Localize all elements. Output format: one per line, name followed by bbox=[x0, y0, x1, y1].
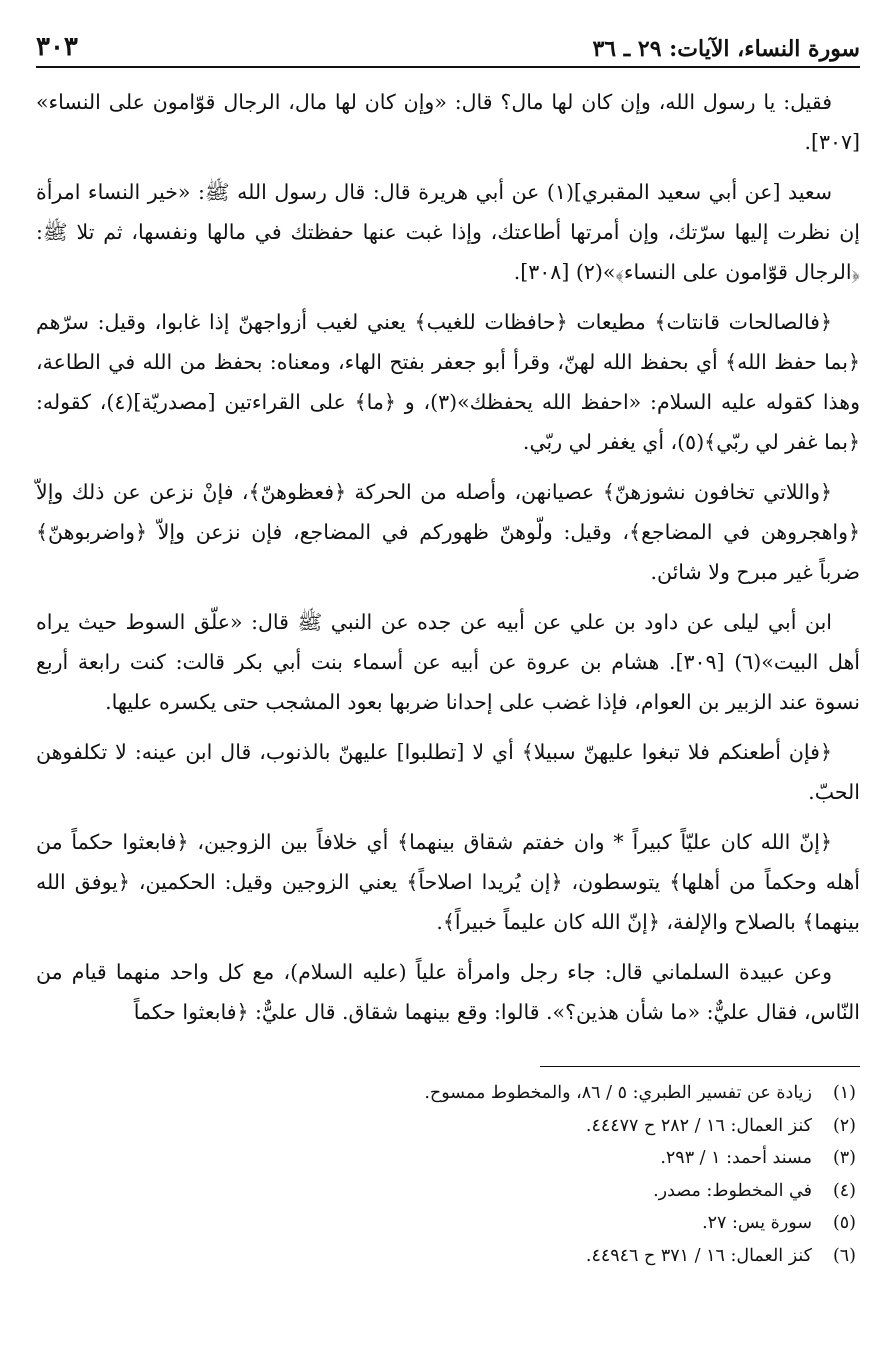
page bbox=[36, 28, 860, 1348]
footnote-number: (٥) bbox=[832, 1213, 856, 1233]
footnote-text: كنز العمال: ١٦ / ٢٨٢ ح ٤٤٤٧٧. bbox=[585, 1115, 812, 1136]
paragraph: ﴿إنّ الله كان عليّاً كبيراً * وان خفتم شقاق بينهما﴾ أي خلافاً بين الزوجين، ﴿فابعثوا حكماً من أهله وحكماً من أهلها﴾ يتوسطون، ﴿إن يُريدا اصلاحاً﴾ يعني الزوجين وقيل: الحكمين، ﴿يوفق الله بينهما﴾ بالصلاح والإلفة، ﴿إنّ الله كان عليماً خبيراً﴾. bbox=[36, 830, 860, 934]
footnote-number: (٢) bbox=[832, 1115, 856, 1136]
footnote-item bbox=[36, 1240, 856, 1273]
footnote-text: في المخطوط: مصدر. bbox=[653, 1180, 812, 1201]
footnote-number: (١) bbox=[832, 1083, 856, 1103]
page-number: ٣٠٣ bbox=[36, 32, 78, 62]
paragraph: سعيد [عن أبي سعيد المقبري](١) عن أبي هريرة قال: قال رسول الله ﷺ: «خير النساء امرأة إن نظرت إليها سرّتك، وإن أمرتها أطاعتك، وإذا غبت عنها حفظتك في مالها ونفسها، ثم تلا ﷺ: ﴿الرجال قوّامون على النساء﴾»(٢) [٣٠٨]. bbox=[36, 180, 860, 284]
footnote-item bbox=[36, 1175, 856, 1208]
footnote-text: كنز العمال: ١٦ / ٣٧١ ح ٤٤٩٤٦. bbox=[585, 1245, 812, 1266]
footnote-number: (٦) bbox=[832, 1245, 856, 1266]
footnote-text: زيادة عن تفسير الطبري: ٥ / ٨٦، والمخطوط ممسوح. bbox=[424, 1083, 812, 1103]
paragraph: فقيل: يا رسول الله، وإن كان لها مال؟ قال: «وإن كان لها مال، الرجال قوّامون على النساء» [٣٠٧]. bbox=[36, 90, 860, 154]
footnote-item bbox=[36, 1207, 856, 1240]
page-header bbox=[36, 28, 860, 68]
paragraph: ابن أبي ليلى عن داود بن علي عن أبيه عن جده عن النبي ﷺ قال: «علّق السوط حيث يراه أهل البيت»(٦) [٣٠٩]. هشام بن عروة عن أبيه عن أسماء بنت أبي بكر قالت: كنت رابعة أربع نسوة عند الزبير بن العوام، فإذا غضب على إحدانا ضربها بعود المشجب حتى يكسره عليها. bbox=[36, 610, 861, 714]
footnote-text: مسند أحمد: ١ / ٢٩٣. bbox=[660, 1148, 812, 1168]
footnotes bbox=[36, 1077, 860, 1272]
footnote-item bbox=[36, 1077, 856, 1110]
paragraph: ﴿واللاتي تخافون نشوزهنّ﴾ عصيانهن، وأصله من الحركة ﴿فعظوهنّ﴾، فإنْ نزعن عن ذلك وإلاّ ﴿واهجروهن في المضاجع﴾، وقيل: ولّوهنّ ظهوركم في المضاجع، فإن نزعن وإلاّ ﴿واضربوهنّ﴾ ضرباً غير مبرح ولا شائن. bbox=[36, 480, 860, 584]
footnote-number: (٣) bbox=[832, 1148, 856, 1168]
paragraph: وعن عبيدة السلماني قال: جاء رجل وامرأة علياً (عليه السلام)، مع كل واحد منهما قيام من النّاس، فقال عليٌّ: «ما شأن هذين؟». قالوا: وقع بينهما شقاق. قال عليٌّ: ﴿فابعثوا حكماً bbox=[36, 960, 860, 1024]
paragraph: ﴿فالصالحات قانتات﴾ مطيعات ﴿حافظات للغيب﴾ يعني لغيب أزواجهنّ إذا غابوا، وقيل: سرّهم ﴿بما حفظ الله﴾ أي بحفظ الله لهنّ، وقرأ أبو جعفر بفتح الهاء، ومعناه: بحفظ من الله في الطاعة، وهذا كقوله عليه السلام: «احفظ الله يحفظك»(٣)، و ﴿ما﴾ على القراءتين [مصدريّة](٤)، كقوله: ﴿بما غفر لي ربّي﴾(٥)، أي يغفر لي ربّي. bbox=[36, 310, 861, 454]
paragraph: ﴿فإن أطعنكم فلا تبغوا عليهنّ سبيلا﴾ أي لا [تطلبوا] عليهنّ بالذنوب، قال ابن عينه: لا تكلفوهن الحبّ. bbox=[36, 740, 860, 804]
footnote-item bbox=[36, 1142, 856, 1175]
main-text bbox=[36, 82, 860, 1032]
footnote-number: (٤) bbox=[832, 1180, 856, 1201]
footnote-divider bbox=[540, 1066, 860, 1067]
footnote-text: سورة يس: ٢٧. bbox=[702, 1213, 812, 1233]
footnote-item bbox=[36, 1110, 856, 1143]
running-title: سورة النساء، الآيات: ٢٩ ـ ٣٦ bbox=[592, 36, 860, 62]
